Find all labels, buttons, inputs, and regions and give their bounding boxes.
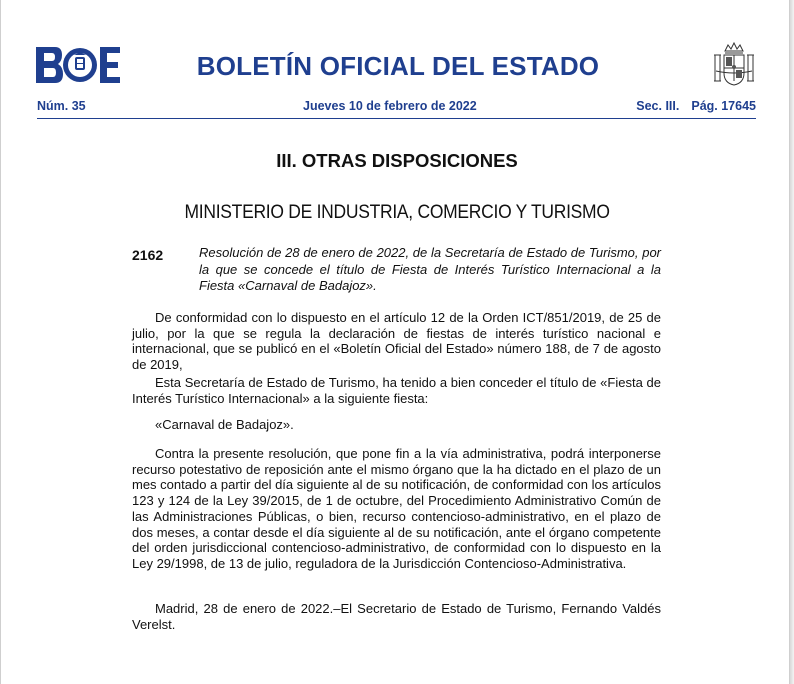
signature-paragraph (132, 601, 661, 632)
boe-logo (36, 47, 120, 83)
page-number: Pág. 17645 (691, 99, 756, 113)
header-meta-row (37, 99, 756, 115)
resolution-number: 2162 (132, 247, 164, 263)
paragraph-text: De conformidad con lo dispuesto en el artículo 12 de la Orden ICT/851/2019, de 25 de julio, por la que se regula la declaración de fiestas de interés turístico nacional e internacional, que se publicó en el «Boletín Oficial del Estado» número 188, de 7 de agosto de 2019, (132, 310, 661, 373)
ministry-heading (0, 202, 794, 224)
body-paragraph-1 (132, 310, 661, 373)
body-paragraph-2 (132, 375, 661, 406)
page-left-edge (0, 0, 1, 684)
coat-of-arms-icon (712, 41, 756, 87)
paragraph-text: Esta Secretaría de Estado de Turismo, ha tenido a bien conceder el título de «Fiesta de Interés Turístico Internacional» a la siguiente fiesta: (132, 375, 661, 406)
resolution-title: Resolución de 28 de enero de 2022, de la Secretaría de Estado de Turismo, por la que se concede el título de Fiesta de Interés Turístico Internacional a la Fiesta «Carnaval de Badajoz». (199, 245, 661, 293)
bulletin-title: BOLETÍN OFICIAL DEL ESTADO (196, 51, 600, 81)
body-paragraph-4 (132, 446, 661, 572)
section-label: Sec. III. (636, 99, 680, 113)
section-and-page (636, 99, 756, 113)
page-edge-shadow (790, 0, 794, 684)
paragraph-text: «Carnaval de Badajoz». (155, 417, 294, 432)
ministry-name: MINISTERIO DE INDUSTRIA, COMERCIO Y TURISMO (184, 202, 610, 223)
header-divider (37, 118, 756, 119)
paragraph-text: Madrid, 28 de enero de 2022.–El Secretario de Estado de Turismo, Fernando Valdés Verelst. (132, 601, 661, 632)
issue-date: Jueves 10 de febrero de 2022 (303, 99, 477, 113)
issue-number: Núm. 35 (37, 99, 86, 113)
paragraph-text: Contra la presente resolución, que pone fin a la vía administrativa, podrá interponerse recurso potestativo de reposición ante el mismo órgano que la ha dictado en el plazo de un mes contado a partir del día siguiente al de su notificación, de conformidad con los artículos 123 y 124 de la Ley 39/2015, de 1 de octubre, del Procedimiento Administrativo Común de las Administraciones Públicas, o bien, recurso contencioso-administrativo, en el plazo de dos meses, a contar desde el día siguiente al de su notificación, ante el órgano competente del orden jurisdiccional contencioso-administrativo, de conformidad con lo dispuesto en la Ley 29/1998, de 13 de julio, reguladora de la Jurisdicción Contencioso-Administrativa. (132, 446, 661, 571)
body-paragraph-3 (132, 417, 661, 433)
section-heading: III. OTRAS DISPOSICIONES (276, 150, 518, 171)
